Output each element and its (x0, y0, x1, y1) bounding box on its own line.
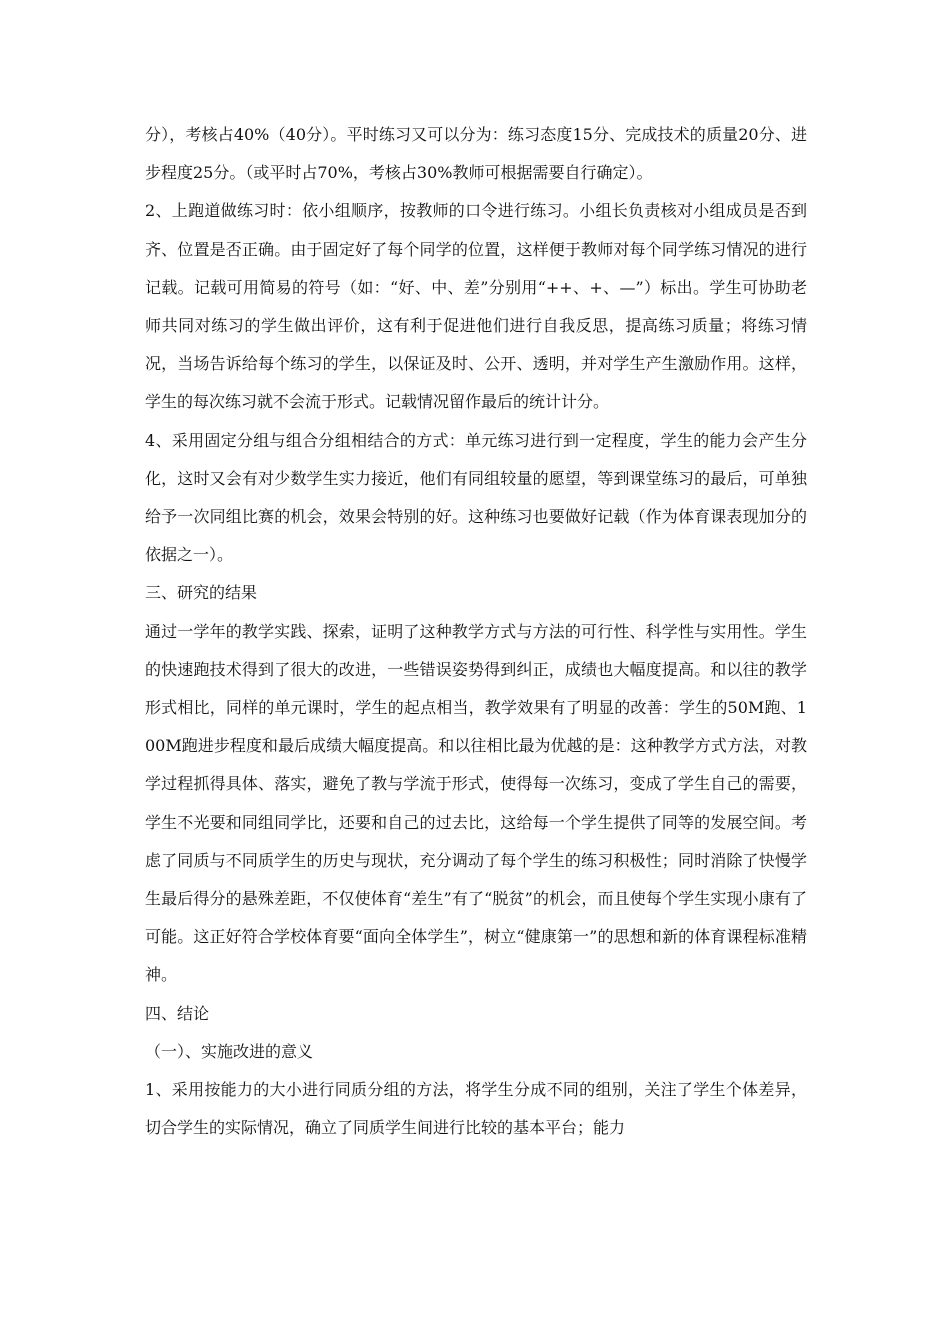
subsection-heading-significance: （一）、实施改进的意义 (145, 1041, 314, 1061)
document-body (145, 116, 807, 1147)
section-heading-conclusion: 四、结论 (145, 1003, 210, 1023)
paragraph-results: 通过一学年的教学实践、探索，证明了这种教学方式与方法的可行性、科学性与实用性。学生的快速跑技术得到了很大的改进，一些错误姿势得到纠正，成绩也大幅度提高。和以往的教学形式相比，同样的单元课时，学生的起点相当，教学效果有了明显的改善：学生的50M跑、100M跑进步程度和最后成绩大幅度提高。和以往相比最为优越的是：这种教学方式方法，对教学过程抓得具体、落实，避免了教与学流于形式，使得每一次练习，变成了学生自己的需要，学生不光要和同组同学比，还要和自己的过去比，这给每一个学生提供了同等的发展空间。考虑了同质与不同质学生的历史与现状，充分调动了每个学生的练习积极性；同时消除了快慢学生最后得分的悬殊差距，不仅使体育“差生”有了“脱贫”的机会，而且使每个学生实现小康有了可能。这正好符合学校体育要“面向全体学生”，树立“健康第一”的思想和新的体育课程标准精神。 (145, 621, 807, 985)
paragraph-grouping-method: 4、采用固定分组与组合分组相结合的方式：单元练习进行到一定程度，学生的能力会产生分化，这时又会有对少数学生实力接近，他们有同组较量的愿望，等到课堂练习的最后，可单独给予一次同组比赛的机会，效果会特别的好。这种练习也要做好记载（作为体育课表现加分的依据之一）。 (145, 430, 807, 565)
paragraph-scoring-breakdown: 分），考核占40%（40分）。平时练习又可以分为：练习态度15分、完成技术的质量20分、进步程度25分。（或平时占70%，考核占30%教师可根据需要自行确定）。 (145, 125, 807, 183)
paragraph-ability-grouping: 1、采用按能力的大小进行同质分组的方法，将学生分成不同的组别，关注了学生个体差异，切合学生的实际情况，确立了同质学生间进行比较的基本平台；能力 (145, 1080, 807, 1138)
paragraph-track-practice: 2、上跑道做练习时：依小组顺序，按教师的口令进行练习。小组长负责核对小组成员是否到齐、位置是否正确。由于固定好了每个同学的位置，这样便于教师对每个同学练习情况的进行记载。记载可用简易的符号（如：“好、中、差”分别用“++、+、—”）标出。学生可协助老师共同对练习的学生做出评价，这有利于促进他们进行自我反思，提高练习质量；将练习情况，当场告诉给每个练习的学生，以保证及时、公开、透明，并对学生产生激励作用。这样，学生的每次练习就不会流于形式。记载情况留作最后的统计计分。 (145, 201, 807, 412)
section-heading-results: 三、研究的结果 (145, 583, 258, 603)
